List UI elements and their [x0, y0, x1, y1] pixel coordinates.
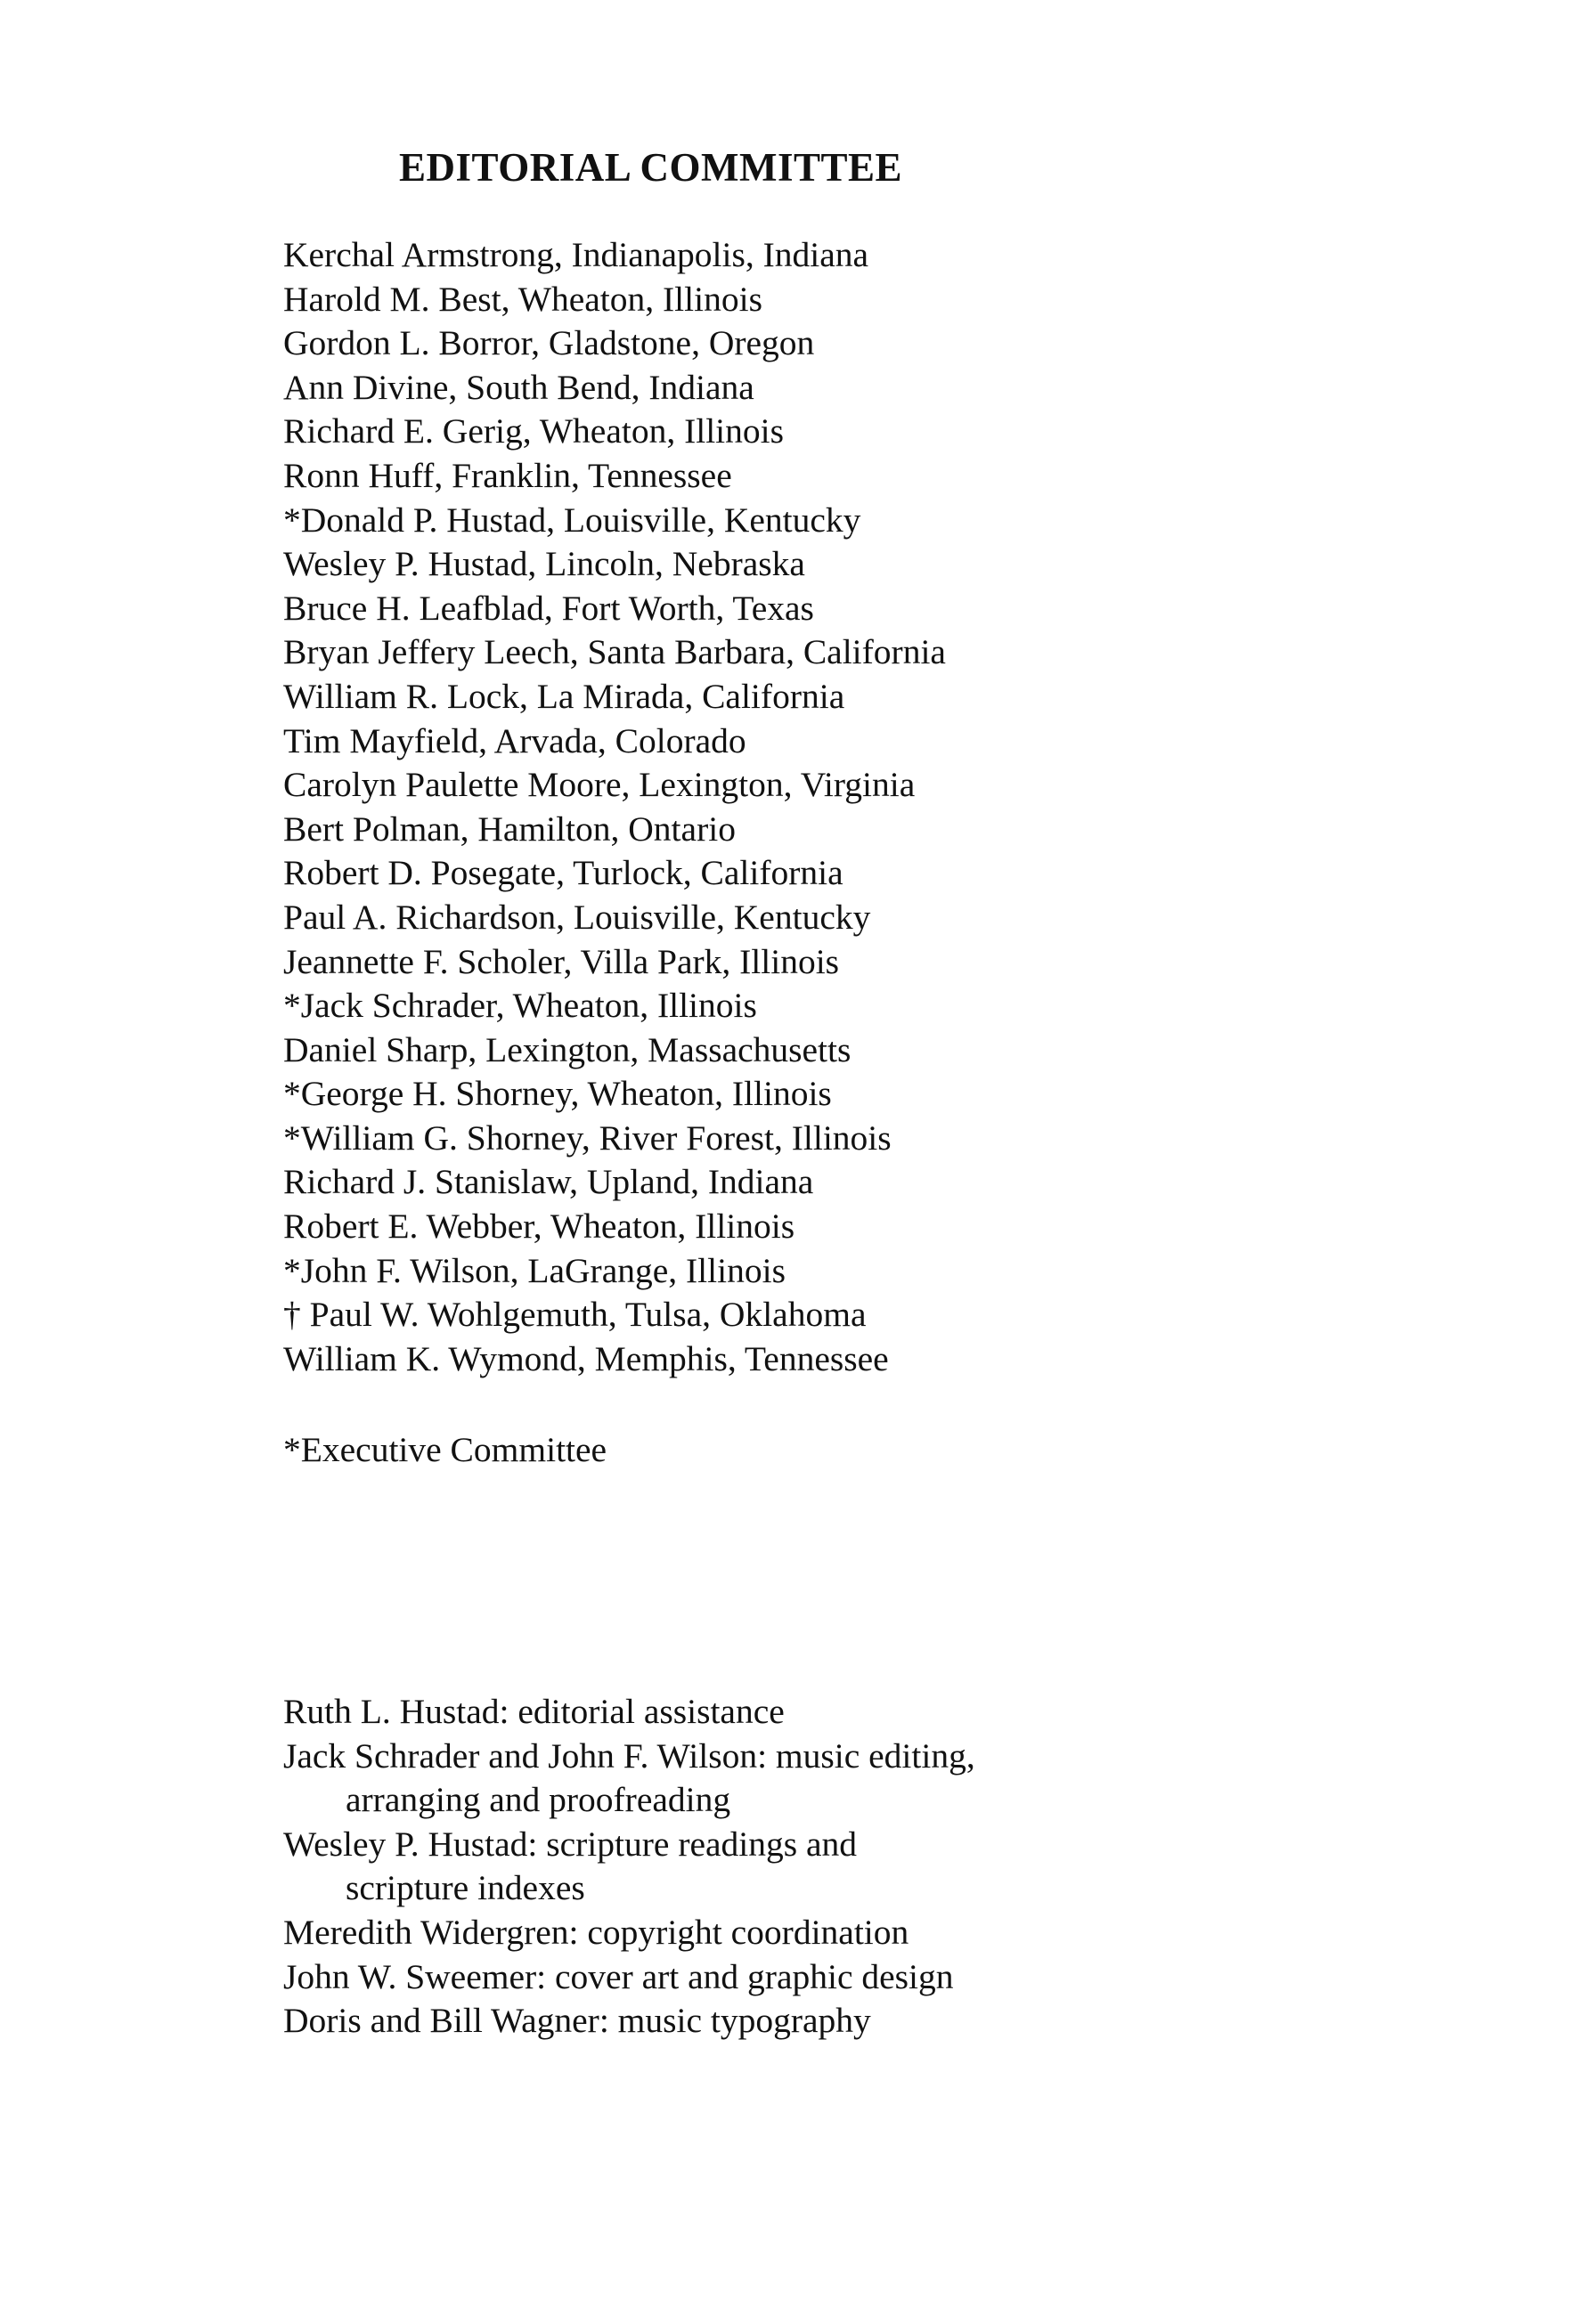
committee-member: Jeannette F. Scholer, Villa Park, Illinois: [283, 941, 840, 981]
credit-line: Wesley P. Hustad: scripture readings and: [283, 1824, 858, 1864]
committee-member: *John F. Wilson, LaGrange, Illinois: [283, 1250, 786, 1290]
committee-member: Ronn Huff, Franklin, Tennessee: [283, 455, 732, 495]
committee-member: Ann Divine, South Bend, Indiana: [283, 367, 754, 407]
credits-list: [283, 1690, 975, 2044]
committee-member-list: [283, 233, 946, 1381]
committee-member: *Donald P. Hustad, Louisville, Kentucky: [283, 500, 861, 540]
credit-line: John W. Sweemer: cover art and graphic design: [283, 1956, 954, 1996]
committee-member: Wesley P. Hustad, Lincoln, Nebraska: [283, 544, 805, 584]
credit-line: Meredith Widergren: copyright coordination: [283, 1912, 909, 1952]
committee-member: Kerchal Armstrong, Indianapolis, Indiana: [283, 235, 869, 274]
committee-member: Daniel Sharp, Lexington, Massachusetts: [283, 1029, 852, 1069]
committee-member: † Paul W. Wohlgemuth, Tulsa, Oklahoma: [283, 1295, 867, 1335]
credit-line: Ruth L. Hustad: editorial assistance: [283, 1692, 785, 1731]
executive-committee-note: *Executive Committee: [283, 1430, 607, 1469]
committee-member: Bruce H. Leafblad, Fort Worth, Texas: [283, 588, 814, 628]
committee-member: *George H. Shorney, Wheaton, Illinois: [283, 1074, 832, 1114]
committee-member: William K. Wymond, Memphis, Tennessee: [283, 1338, 889, 1378]
page-title: EDITORIAL COMMITTEE: [399, 145, 903, 190]
credit-line-continuation: scripture indexes: [346, 1868, 585, 1908]
committee-member: *Jack Schrader, Wheaton, Illinois: [283, 986, 757, 1026]
committee-member: Robert E. Webber, Wheaton, Illinois: [283, 1207, 795, 1247]
committee-member: Bryan Jeffery Leech, Santa Barbara, California: [283, 632, 946, 672]
committee-member: Paul A. Richardson, Louisville, Kentucky: [283, 897, 871, 937]
committee-member: Tim Mayfield, Arvada, Colorado: [283, 720, 746, 760]
committee-member: Robert D. Posegate, Turlock, California: [283, 853, 843, 893]
committee-member: Bert Polman, Hamilton, Ontario: [283, 809, 736, 849]
committee-member: Harold M. Best, Wheaton, Illinois: [283, 279, 762, 319]
credit-line: Jack Schrader and John F. Wilson: music editing,: [283, 1735, 975, 1776]
committee-member: Richard J. Stanislaw, Upland, Indiana: [283, 1162, 814, 1202]
committee-member: Carolyn Paulette Moore, Lexington, Virginia: [283, 765, 916, 805]
committee-member: *William G. Shorney, River Forest, Illinois: [283, 1117, 892, 1158]
committee-member: Richard E. Gerig, Wheaton, Illinois: [283, 411, 785, 451]
committee-member: William R. Lock, La Mirada, California: [283, 676, 845, 716]
committee-member: Gordon L. Borror, Gladstone, Oregon: [283, 323, 815, 363]
credit-line: Doris and Bill Wagner: music typography: [283, 2001, 871, 2041]
credit-line-continuation: arranging and proofreading: [346, 1780, 731, 1820]
